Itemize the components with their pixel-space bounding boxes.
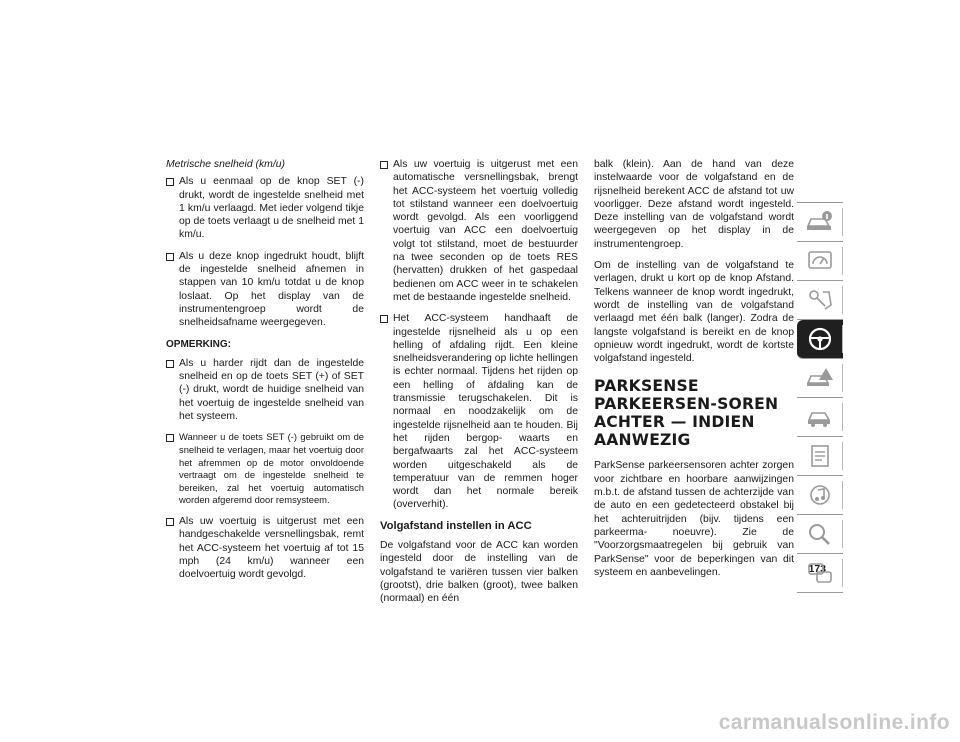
- car-info-icon: [805, 209, 835, 235]
- car-service-icon: [805, 404, 835, 430]
- following-distance-paragraph: De volgafstand voor de ACC kan worden ingesteld door de instelling van de volgafstand te variëren tussen vier balken (grootst), drie balken (groot), twee balken (normaal) en één: [380, 540, 578, 605]
- maintenance-schedule-icon: [805, 443, 835, 469]
- list-item: Als uw voertuig is uitgerust met een handgeschakelde versnellingsbak, remt het ACC-systeem het voertuig af tot 15 mph (24 km/u) wanneer een doelvoertuig wordt gevolgd.: [166, 515, 364, 581]
- acc-behaviour-list: [380, 158, 578, 512]
- note-heading: OPMERKING:: [166, 338, 231, 350]
- tab-multimedia[interactable]: [797, 476, 843, 515]
- column-3: [594, 158, 794, 587]
- search-icon: [805, 521, 835, 547]
- metric-speed-list: [166, 175, 364, 329]
- following-distance-heading: Volgafstand instellen in ACC: [380, 519, 532, 532]
- watermark: carmanualsonline.info: [718, 711, 950, 734]
- list-item: Als u deze knop ingedrukt houdt, blijft de ingestelde snelheid afnemen in stappen van 10 km/u totdat u de knop loslaat. Op het display van de instrumentengroep wordt de snelheidsafname weergegeven.: [166, 250, 364, 330]
- tab-dashboard[interactable]: [797, 242, 843, 281]
- parksense-paragraph: ParkSense parkeersensoren achter zorgen voor zichtbare en hoorbare aanwijzingen m.b.t. de afstand tussen de achterzijde van de auto en een gedetecteerd obstakel bij het achteruitrijden (bijv. tijdens een parkeerma- noeuvre). Zie de "Voorzorgsmaatregelen bij gebruik van ParkSense" voor de beperkingen van dit systeem en aanbevelingen.: [594, 460, 794, 578]
- tab-warning[interactable]: [797, 359, 843, 398]
- column-2: [380, 158, 578, 614]
- tab-index[interactable]: [797, 515, 843, 554]
- tab-vehicle-info[interactable]: [797, 202, 843, 242]
- list-item: Het ACC-systeem handhaaft de ingestelde rijsnelheid als u op een helling of afdaling rijdt. Een kleine snelheidsverandering op lichte hellingen is echter normaal. Tijdens het rijden op een helling of afdaling kan de transmissie terugschakelen. Dit is normaal en noodzakelijk om de ingestelde rijsnelheid aan te houden. Bij het rijden bergop- waarts en bergafwaarts zal het ACC-systeem worden uitgeschakeld als de temperatuur van de remmen hoger wordt dan het normale bereik (oververhit).: [380, 312, 578, 511]
- list-item: Als u harder rijdt dan de ingestelde snelheid en op de toets SET (+) of SET (-) drukt, wordt de huidige snelheid van het voertuig de ingestelde snelheid van het systeem.: [166, 357, 364, 423]
- tab-driving[interactable]: [797, 320, 843, 359]
- language-icon: [805, 560, 835, 586]
- list-item: Als u eenmaal op de knop SET (-) drukt, wordt de ingestelde snelheid met 1 km/u verlaagd. Met ieder volgend tikje op de toets verlaagt u de snelheid met 1 km/u.: [166, 175, 364, 241]
- tab-service[interactable]: [797, 398, 843, 437]
- parksense-heading: PARKSENSE PARKEERSEN-SOREN ACHTER — INDIEN AANWEZIG: [594, 377, 779, 450]
- column-1: [166, 158, 364, 589]
- distance-paragraph-1: balk (klein). Aan de hand van deze instelwaarde voor de volgafstand en de rijsnelheid berekent ACC de afstand tot uw voorligger. Deze afstand wordt ingesteld. Deze instelling van de volgafstand wordt weergegeven op het display in de instrumentengroep.: [594, 159, 794, 250]
- list-item: Wanneer u de toets SET (-) gebruikt om de snelheid te verlagen, maar het voertuig door het afremmen op de motor onvoldoende vertraagt om de ingestelde snelheid te bereiken, zal het voertuig automatisch worden afgeremd door remsysteem.: [166, 431, 364, 507]
- dashboard-lights-icon: [805, 248, 835, 274]
- distance-paragraph-2: Om de instelling van de volgafstand te verlagen, drukt u kort op de knop Afstand. Telkens wanneer de knop wordt ingedrukt, wordt de instelling van de volgafstand verlaagd met één balk (langer). Zodra de langste volgafstand is bereikt en de knop opnieuw wordt ingedrukt, wordt de kortste volgafstand ingesteld.: [594, 260, 794, 365]
- tab-language[interactable]: [797, 554, 843, 593]
- car-warning-icon: [805, 365, 835, 391]
- page-number: 173: [808, 564, 826, 575]
- metric-speed-heading: Metrische snelheid (km/u): [166, 159, 285, 170]
- list-item: Als uw voertuig is uitgerust met een automatische versnellingsbak, brengt het ACC-systeem het voertuig volledig tot stilstand wanneer een doelvoertuig wordt gevolgd. Als een voorliggend voertuig van ACC een doelvoertuig volgt tot stilstand, moet de bestuurder na twee seconden op de toets RES (hervatten) drukken of het gaspedaal bedienen om ACC weer in te schakelen met de bestaande ingestelde snelheid.: [380, 158, 578, 304]
- key-seat-icon: [805, 287, 835, 313]
- steering-wheel-icon: [805, 326, 835, 352]
- music-nav-icon: [805, 482, 835, 508]
- tab-maintenance[interactable]: [797, 437, 843, 476]
- note-list: [166, 357, 364, 582]
- chapter-tabs: [797, 202, 843, 593]
- tab-key-seat[interactable]: [797, 281, 843, 320]
